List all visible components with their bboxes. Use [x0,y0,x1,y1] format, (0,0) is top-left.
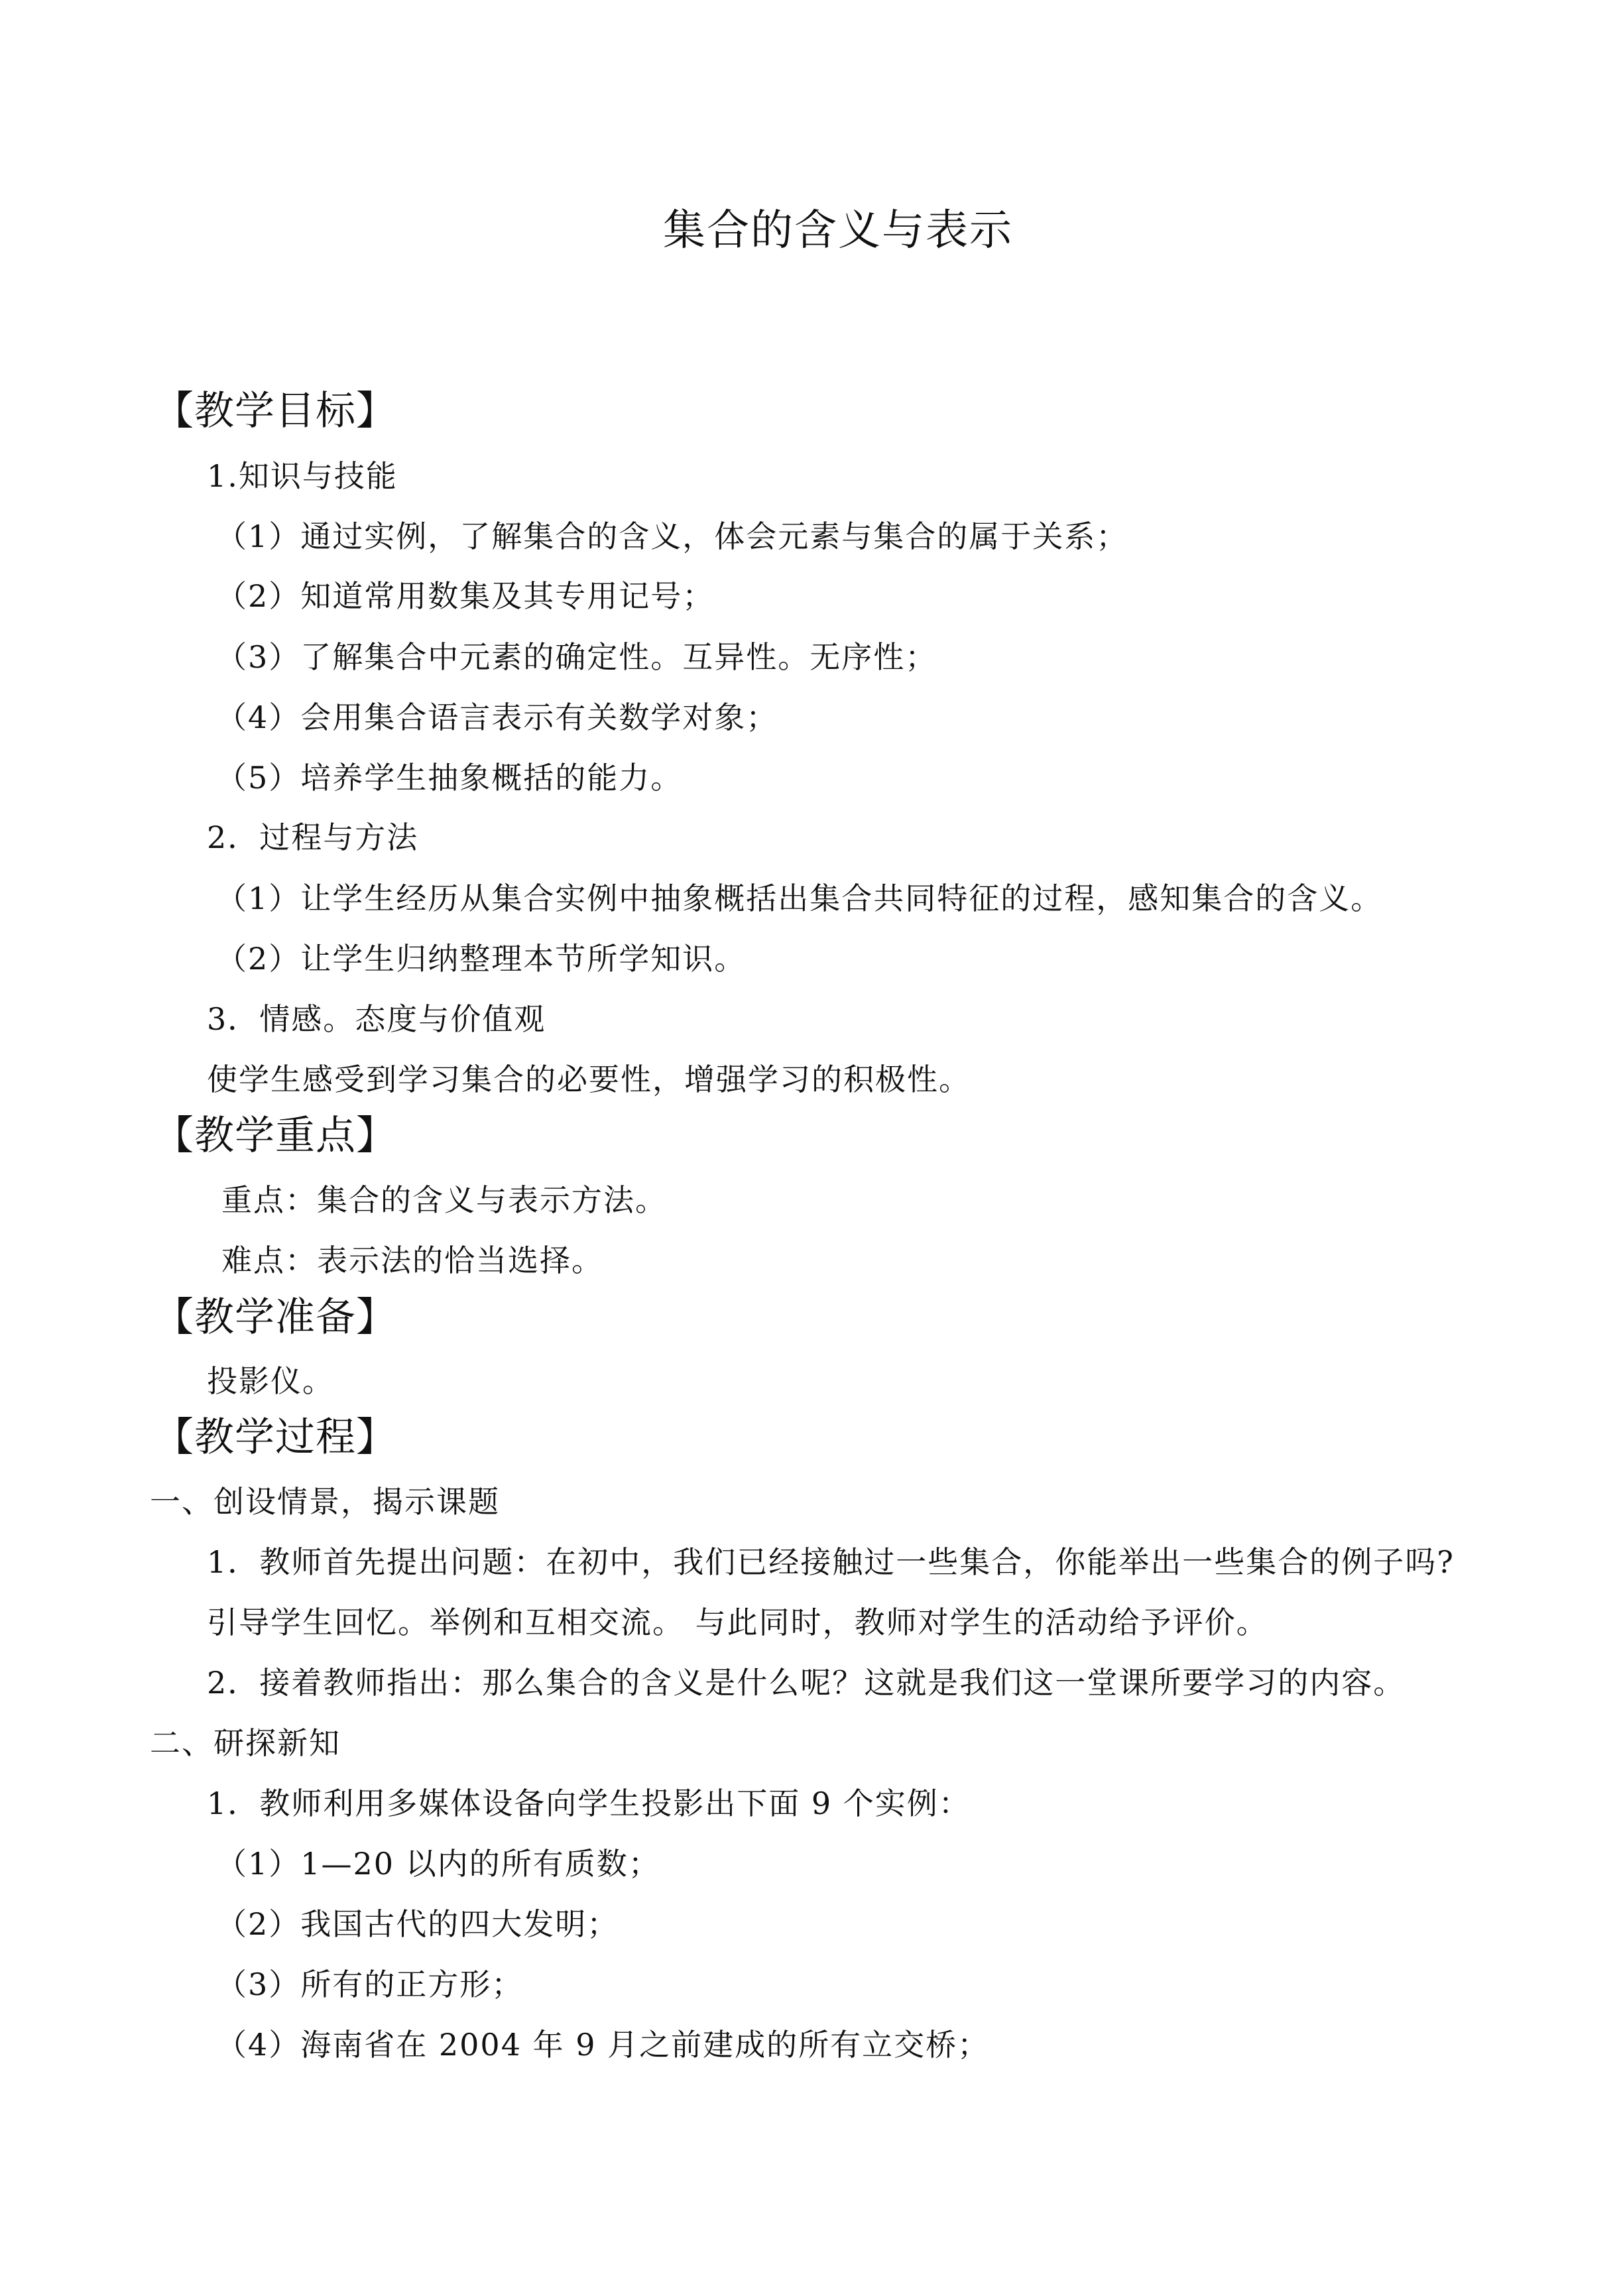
keypoint-focus: 重点：集合的含义与表示方法。 [221,1182,667,1218]
section-heading-process: 【教学过程】 [154,1414,396,1461]
section-heading-objectives: 【教学目标】 [154,388,396,434]
list-item: （3）所有的正方形； [216,1966,524,2002]
list-item: （3）了解集合中元素的确定性。互异性。无序性； [216,639,937,675]
paragraph: 1．教师首先提出问题：在初中，我们已经接触过一些集合，你能举出一些集合的例子吗? [207,1544,1455,1580]
part-heading-scenario: 一、创设情景，揭示课题 [150,1484,500,1520]
paragraph: 使学生感受到学习集合的必要性，增强学习的积极性。 [207,1061,971,1097]
list-item: （1）1—20 以内的所有质数； [216,1846,660,1882]
keypoint-difficulty: 难点：表示法的恰当选择。 [221,1242,603,1278]
subheading-emotion-values: 3．情感。态度与价值观 [207,1001,546,1037]
section-heading-preparation: 【教学准备】 [154,1294,396,1341]
paragraph: 引导学生回忆。举例和互相交流。 与此同时，教师对学生的活动给予评价。 [207,1604,1268,1640]
list-item: （4）海南省在 2004 年 9 月之前建成的所有立交桥； [216,2027,990,2063]
list-item: （5）培养学生抽象概括的能力。 [216,760,683,796]
part-heading-new-knowledge: 二、研探新知 [150,1725,341,1761]
paragraph: 2．接着教师指出：那么集合的含义是什么呢？这就是我们这一堂课所要学习的内容。 [207,1665,1406,1701]
section-heading-keypoints: 【教学重点】 [154,1113,396,1159]
list-item: （1）通过实例，了解集合的含义，体会元素与集合的属于关系； [216,518,1128,554]
list-item: （2）知道常用数集及其专用记号； [216,578,715,614]
document-title: 集合的含义与表示 [663,206,1013,255]
paragraph: 1．教师利用多媒体设备向学生投影出下面 9 个实例： [207,1785,971,1821]
paragraph: 投影仪。 [207,1363,334,1399]
subheading-process-methods: 2．过程与方法 [207,819,419,855]
list-item: （2）让学生归纳整理本节所学知识。 [216,941,747,977]
subheading-knowledge-skills: 1.知识与技能 [207,458,398,494]
list-item: （4）会用集合语言表示有关数学对象； [216,699,778,735]
list-item: （1）让学生经历从集合实例中抽象概括出集合共同特征的过程，感知集合的含义。 [216,880,1383,916]
list-item: （2）我国古代的四大发明； [216,1906,619,1942]
